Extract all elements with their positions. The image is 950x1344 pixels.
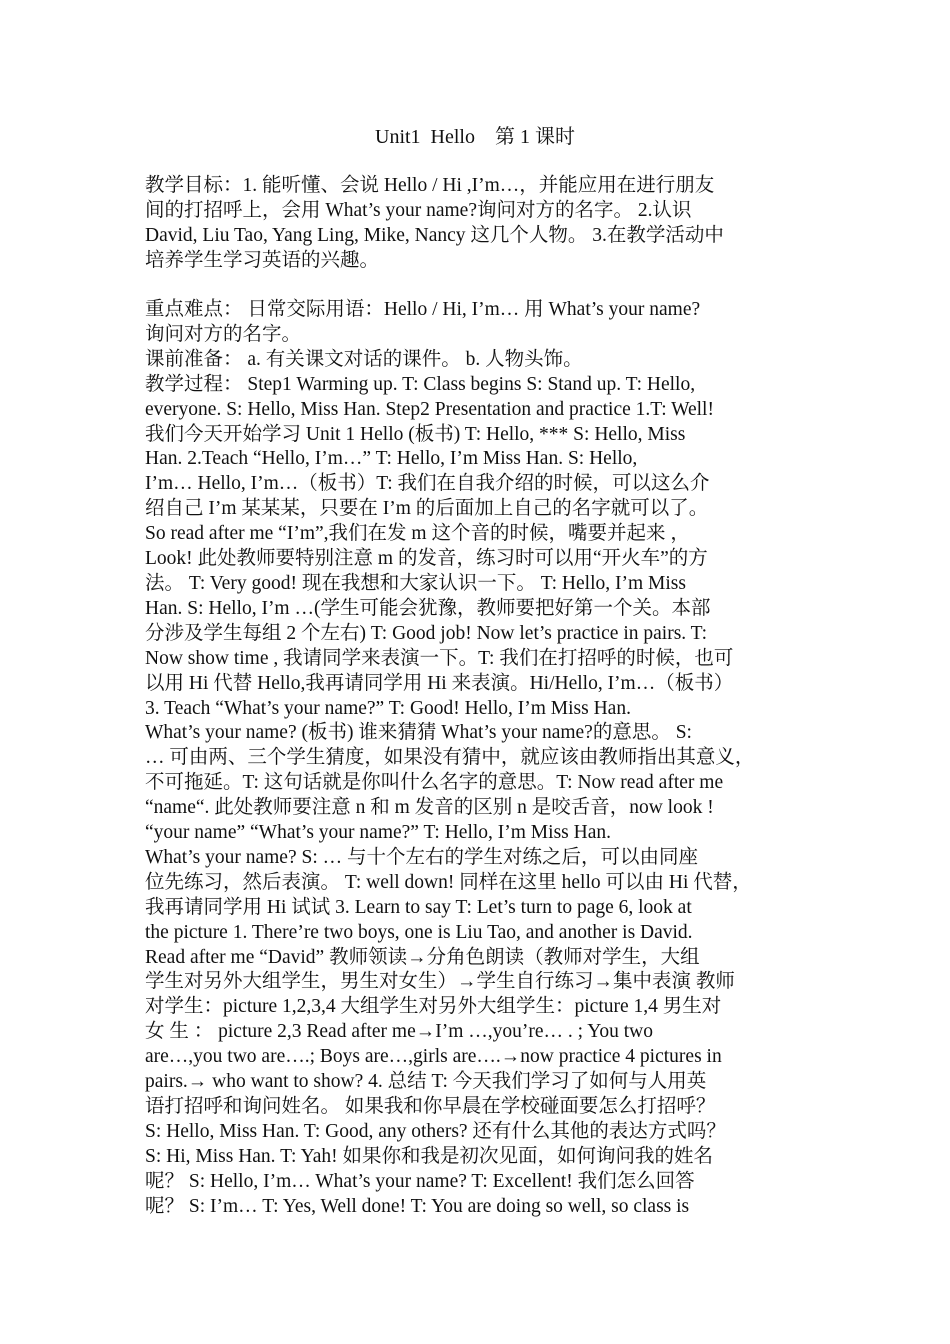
text-line: 课前准备： a. 有关课文对话的课件。 b. 人物头饰。: [145, 348, 583, 370]
text-line: 间的打招呼上，会用 What’s your name?询问对方的名字。 2.认识: [145, 199, 692, 221]
text-line: are…,you two are….; Boys are…,girls are….→now practice 4 pictures in: [145, 1046, 722, 1068]
text-line: What’s your name? (板书) 谁来猜猜 What’s your name?的意思。 S:: [145, 722, 692, 744]
text-line: 位先练习，然后表演。 T: well down! 同样在这里 hello 可以由 Hi 代替，: [145, 871, 752, 893]
text-line: 法。 T: Very good! 现在我想和大家认识一下。 T: Hello, I’m Miss: [145, 572, 686, 594]
text-line: 教学过程： Step1 Warming up. T: Class begins S: Stand up. T: Hello,: [145, 373, 696, 395]
text-line: 我们今天开始学习 Unit 1 Hello (板书) T: Hello, *** S: Hello, Miss: [145, 423, 686, 445]
text-line: S: Hello, Miss Han. T: Good, any others? 还有什么其他的表达方式吗？: [145, 1120, 726, 1142]
text-line: 询问对方的名字。: [145, 323, 302, 345]
text-line: 对学生：picture 1,2,3,4 大组学生对另外大组学生：picture 1,4 男生对: [145, 996, 722, 1018]
text-line: 重点难点： 日常交际用语：Hello / Hi, I’m… 用 What’s your name?: [145, 299, 701, 320]
text-line: pairs.→ who want to show? 4. 总结 T: 今天我们学习了如何与人用英: [145, 1071, 707, 1093]
text-line: Han. S: Hello, I’m …(学生可能会犹豫，教师要把好第一个关。本部: [145, 597, 711, 619]
text-line: So read after me “I’m”,我们在发 m 这个音的时候，嘴要并起来 ，: [145, 523, 690, 545]
text-line: What’s your name? S: … 与十个左右的学生对练之后，可以由同座: [145, 846, 698, 868]
text-line: Read after me “David” 教师领读→分角色朗读（教师对学生，大组: [145, 946, 700, 968]
lesson-title: Unit1 Hello 第 1 课时: [375, 126, 575, 148]
text-line: 学生对另外大组学生，男生对女生）→学生自行练习→集中表演 教师: [145, 971, 735, 993]
text-line: Han. 2.Teach “Hello, I’m…” T: Hello, I’m Miss Han. S: Hello,: [145, 448, 638, 470]
text-line: … 可由两、三个学生猜度，如果没有猜中，就应该由教师指出其意义，: [145, 747, 755, 769]
text-line: “your name” “What’s your name?” T: Hello, I’m Miss Han.: [145, 822, 611, 844]
text-line: 培养学生学习英语的兴趣。: [145, 249, 380, 271]
text-line: Now show time , 我请同学来表演一下。T: 我们在打招呼的时候，也可: [145, 647, 734, 669]
text-line: 呢？ S: Hello, I’m… What’s your name? T: Excellent! 我们怎么回答: [145, 1170, 695, 1192]
text-line: Look! 此处教师要特别注意 m 的发音，练习时可以用“开火车”的方: [145, 548, 708, 570]
text-line: S: Hi, Miss Han. T: Yah! 如果你和我是初次见面，如何询问我的姓名: [145, 1145, 713, 1167]
text-line: the picture 1. There’re two boys, one is Liu Tao, and another is David.: [145, 921, 693, 943]
text-line: 我再请同学用 Hi 试试 3. Learn to say T: Let’s turn to page 6, look at: [145, 896, 692, 918]
text-line: 不可拖延。T: 这句话就是你叫什么名字的意思。T: Now read after me: [145, 772, 724, 794]
teaching-goals-paragraph: [145, 174, 807, 274]
text-line: I’m… Hello, I’m…（板书）T: 我们在自我介绍的时候，可以这么介: [145, 473, 710, 495]
text-line: 语打招呼和询问姓名。 如果我和你早晨在学校碰面要怎么打招呼？: [145, 1096, 716, 1117]
lesson-body-paragraph: [145, 298, 807, 1220]
text-line: 绍自己 I’m 某某某，只要在 I’m 的后面加上自己的名字就可以了。: [145, 498, 709, 520]
text-line: 分涉及学生每组 2 个左右) T: Good job! Now let’s practice in pairs. T:: [145, 622, 708, 644]
text-line: 呢？ S: I’m… T: Yes, Well done! T: You are doing so well, so class is: [145, 1195, 690, 1217]
text-line: 3. Teach “What’s your name?” T: Good! Hello, I’m Miss Han.: [145, 697, 631, 719]
text-line: David, Liu Tao, Yang Ling, Mike, Nancy 这几个人物。 3.在教学活动中: [145, 224, 724, 246]
text-line: 以用 Hi 代替 Hello,我再请同学用 Hi 来表演。Hi/Hello, I’m…（板书）: [145, 672, 734, 694]
text-line: “name“. 此处教师要注意 n 和 m 发音的区别 n 是咬舌音，now look !: [145, 797, 714, 819]
text-line: 教学目标：1. 能听懂、会说 Hello / Hi ,I’m…，并能应用在进行朋友: [145, 175, 715, 196]
text-line: everyone. S: Hello, Miss Han. Step2 Presentation and practice 1.T: Well!: [145, 398, 714, 420]
text-line: 女 生 ： picture 2,3 Read after me→I’m …,you’re… . ; You two: [145, 1021, 653, 1043]
